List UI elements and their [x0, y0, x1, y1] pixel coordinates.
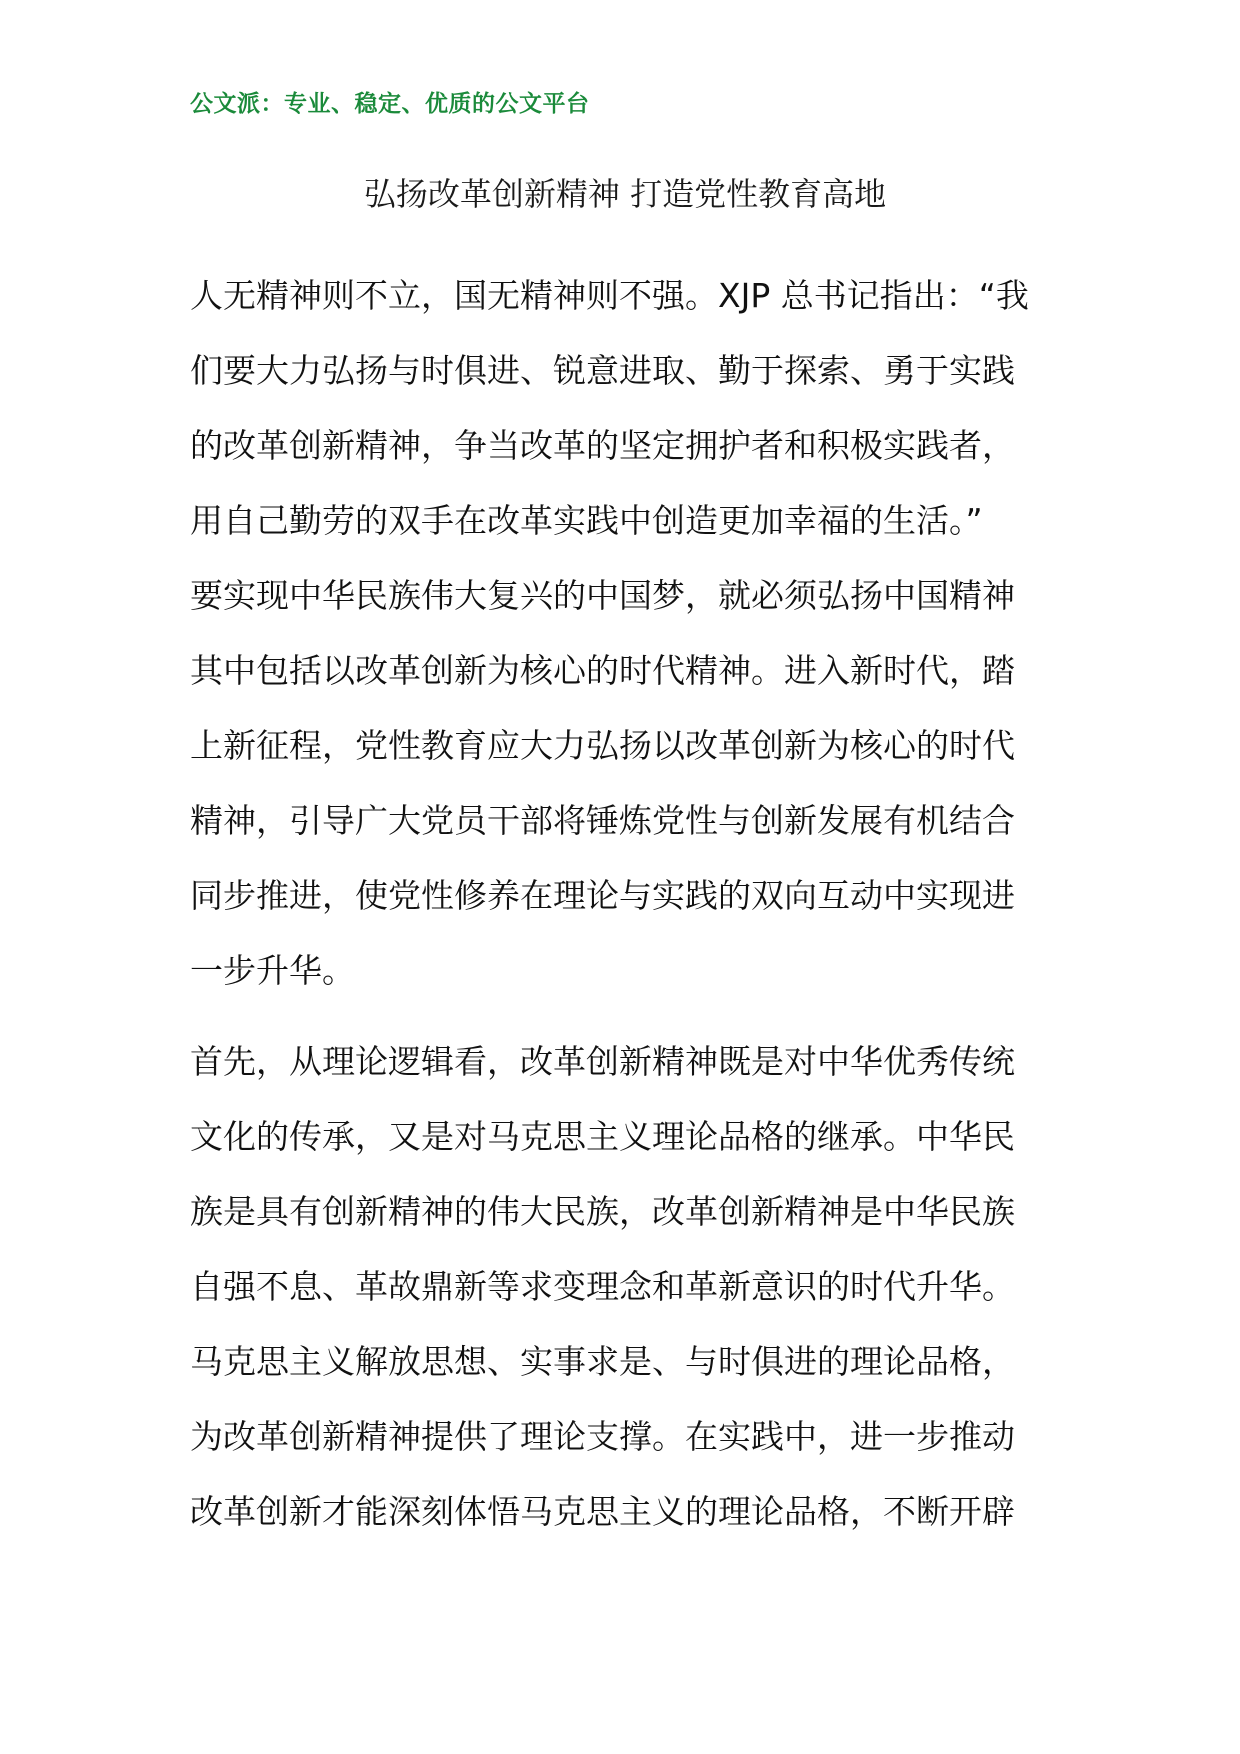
document-body: [190, 258, 1070, 1565]
text-line: 首先，从理论逻辑看，改革创新精神既是对中华优秀传统: [190, 1042, 1015, 1081]
paragraph-1: [190, 258, 1070, 1008]
site-header: 公文派：专业、稳定、优质的公文平台: [190, 91, 590, 117]
text-line: 们要大力弘扬与时俱进、锐意进取、勤于探索、勇于实践: [190, 351, 1015, 390]
text-line: 上新征程，党性教育应大力弘扬以改革创新为核心的时代: [190, 726, 1015, 765]
text-line: 其中包括以改革创新为核心的时代精神。进入新时代，踏: [190, 651, 1015, 690]
text-line: 同步推进，使党性修养在理论与实践的双向互动中实现进: [190, 876, 1015, 915]
text-line: 马克思主义解放思想、实事求是、与时俱进的理论品格，: [190, 1342, 1015, 1381]
text-line: 改革创新才能深刻体悟马克思主义的理论品格，不断开辟: [190, 1492, 1015, 1531]
text-line: 用自己勤劳的双手在改革实践中创造更加幸福的生活。”: [190, 501, 983, 540]
text-line: 人无精神则不立，国无精神则不强。XJP 总书记指出：“我: [190, 276, 1029, 315]
text-line: 精神，引导广大党员干部将锤炼党性与创新发展有机结合: [190, 801, 1015, 840]
text-line: 族是具有创新精神的伟大民族，改革创新精神是中华民族: [190, 1192, 1015, 1231]
text-line: 为改革创新精神提供了理论支撑。在实践中，进一步推动: [190, 1417, 1015, 1456]
text-line: 自强不息、革故鼎新等求变理念和革新意识的时代升华。: [190, 1267, 1015, 1306]
paragraph-2: [190, 1024, 1070, 1549]
text-line: 的改革创新精神，争当改革的坚定拥护者和积极实践者，: [190, 426, 1015, 465]
text-line: 一步升华。: [190, 951, 355, 990]
document-title: 弘扬改革创新精神 打造党性教育高地: [363, 175, 887, 213]
text-line: 要实现中华民族伟大复兴的中国梦，就必须弘扬中国精神: [190, 576, 1015, 615]
text-line: 文化的传承，又是对马克思主义理论品格的继承。中华民: [190, 1117, 1015, 1156]
